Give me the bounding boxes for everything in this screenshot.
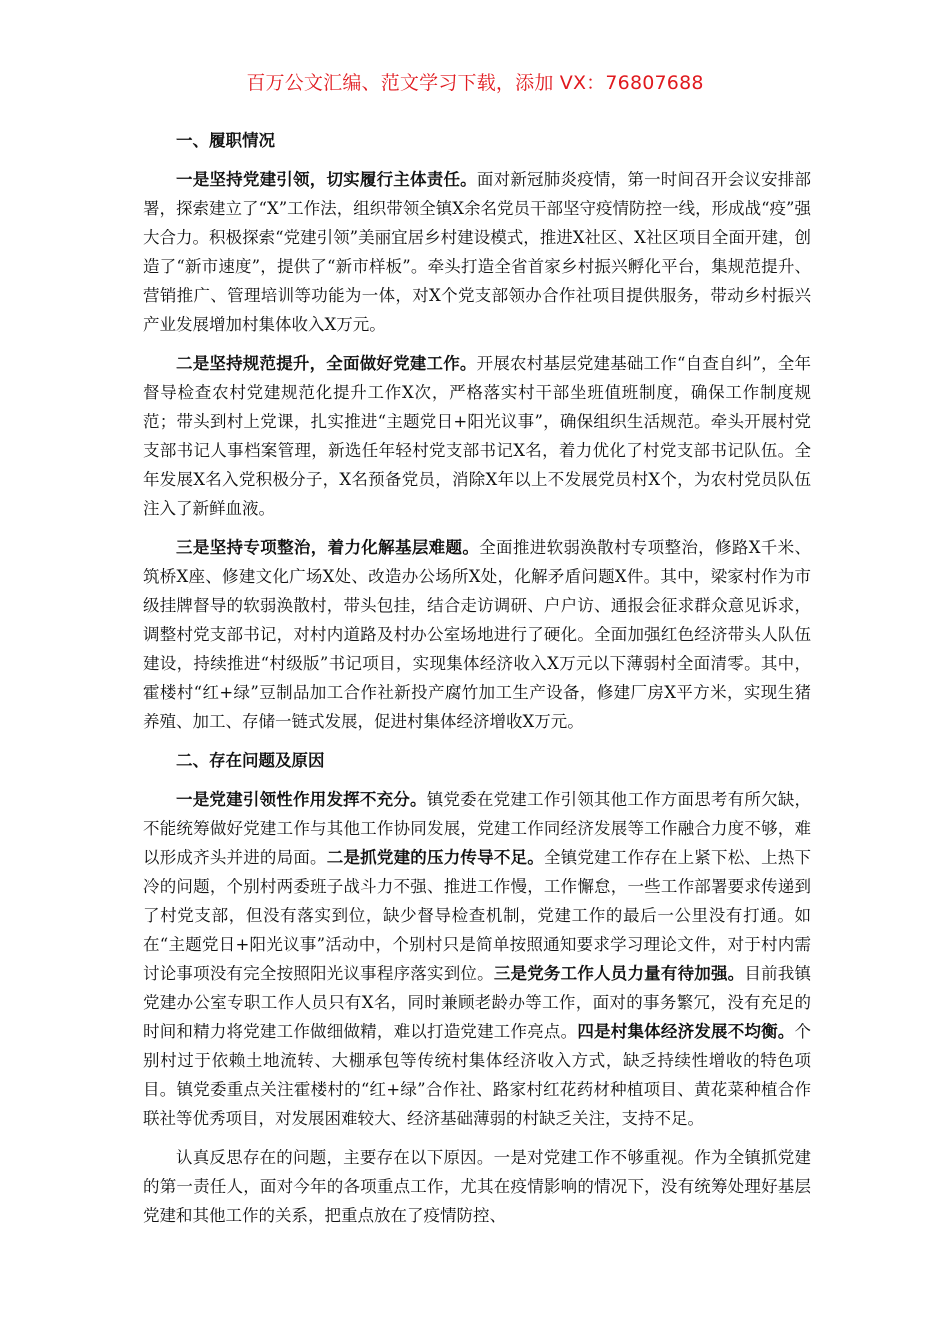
paragraph-reasons — [143, 1143, 811, 1230]
paragraph-lead: 三是坚持专项整治，着力化解基层难题。 — [176, 538, 480, 557]
problem-text-1: 镇党委在党建工作引领其他工作方面思考有所欠缺，不能统筹做好党建工作与其他工作协同发展，党建工作同经济发展等工作融合力度不够，难以形成齐头并进的局面。 — [143, 790, 812, 867]
paragraph-duty-2 — [143, 349, 811, 523]
paragraph-text: 面对新冠肺炎疫情，第一时间召开会议安排部署，探索建立了“X”工作法，组织带领全镇X余名党员干部坚守疫情防控一线，形成战“疫”强大合力。积极探索“党建引领”美丽宜居乡村建设模式，推进X社区、X社区项目全面开建，创造了“新市速度”，提供了“新市样板”。牵头打造全省首家乡村振兴孵化平台，集规范提升、营销推广、管理培训等功能为一体，对X个党支部领办合作社项目提供服务，带动乡村振兴产业发展增加村集体收入X万元。 — [143, 170, 812, 334]
problem-lead-2: 二是抓党建的压力传导不足。 — [326, 848, 544, 867]
paragraph-duty-3 — [143, 533, 811, 736]
paragraph-lead: 二是坚持规范提升，全面做好党建工作。 — [176, 354, 477, 373]
problem-lead-3: 三是党务工作人员力量有待加强。 — [493, 964, 745, 983]
problem-text-4: 个别村过于依赖土地流转、大棚承包等传统村集体经济收入方式，缺乏持续性增收的特色项目。镇党委重点关注霍楼村的“红+绿”合作社、路家村红花药材种植项目、黄花菜种植合作联社等优秀项目，对发展困难较大、经济基础薄弱的村缺乏关注，支持不足。 — [143, 1022, 812, 1128]
section-heading-duties: 一、履职情况 — [176, 131, 275, 150]
problem-lead-1: 一是党建引领性作用发挥不充分。 — [176, 790, 427, 809]
paragraph-lead: 一是坚持党建引领，切实履行主体责任。 — [176, 170, 477, 189]
problem-text-3: 目前我镇党建办公室专职工作人员只有X名，同时兼顾老龄办等工作，面对的事务繁冗，没有充足的时间和精力将党建工作做细做精，难以打造党建工作亮点。 — [143, 964, 812, 1041]
document-body — [143, 126, 811, 1240]
paragraph-text: 认真反思存在的问题，主要存在以下原因。一是对党建工作不够重视。作为全镇抓党建的第一责任人，面对今年的各项重点工作，尤其在疫情影响的情况下，没有统筹处理好基层党建和其他工作的关系，把重点放在了疫情防控、 — [143, 1148, 811, 1225]
watermark-header: 百万公文汇编、范文学习下载，添加 VX：76807688 — [246, 72, 704, 94]
paragraph-duty-1 — [143, 165, 811, 339]
problem-text-2: 全镇党建工作存在上紧下松、上热下冷的问题，个别村两委班子战斗力不强、推进工作慢，工作懈怠，一些工作部署要求传递到了村党支部，但没有落实到位，缺少督导检查机制，党建工作的最后一公里没有打通。如在“主题党日+阳光议事”活动中，个别村只是简单按照通知要求学习理论文件，对于村内需讨论事项没有完全按照阳光议事程序落实到位。 — [143, 848, 812, 983]
section-heading-problems: 二、存在问题及原因 — [176, 751, 325, 770]
problem-lead-4: 四是村集体经济发展不均衡。 — [577, 1022, 795, 1041]
paragraph-text: 全面推进软弱涣散村专项整治，修路X千米、筑桥X座、修建文化广场X处、改造办公场所X处，化解矛盾问题X件。其中，梁家村作为市级挂牌督导的软弱涣散村，带头包挂，结合走访调研、户户访、通报会征求群众意见诉求，调整村党支部书记，对村内道路及村办公室场地进行了硬化。全面加强红色经济带头人队伍建设，持续推进“村级版”书记项目，实现集体经济收入X万元以下薄弱村全面清零。其中，霍楼村“红+绿”豆制品加工合作社新投产腐竹加工生产设备，修建厂房X平方米，实现生猪养殖、加工、存储一链式发展，促进村集体经济增收X万元。 — [143, 538, 811, 731]
paragraph-text: 开展农村基层党建基础工作“自查自纠”，全年督导检查农村党建规范化提升工作X次，严格落实村干部坐班值班制度，确保工作制度规范；带头到村上党课，扎实推进“主题党日+阳光议事”，确保组织生活规范。牵头开展村党支部书记人事档案管理，新选任年轻村党支部书记X名，着力优化了村党支部书记队伍。全年发展X名入党积极分子，X名预备党员，消除X年以上不发展党员村X个，为农村党员队伍注入了新鲜血液。 — [143, 354, 812, 518]
paragraph-problems — [143, 785, 811, 1133]
